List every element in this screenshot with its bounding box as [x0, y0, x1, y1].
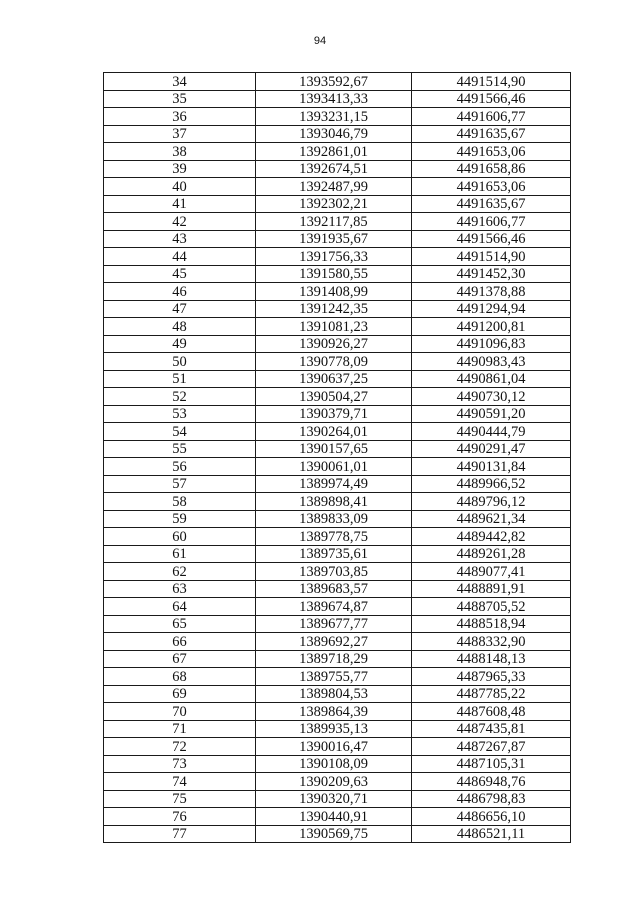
table-row [104, 738, 571, 756]
point-number-cell: 67 [104, 650, 256, 668]
point-number-cell: 49 [104, 335, 256, 353]
point-number-cell: 77 [104, 825, 256, 843]
x-coordinate-cell: 1390379,71 [256, 405, 412, 423]
y-coordinate-cell: 4491514,90 [412, 248, 571, 266]
x-coordinate-cell: 1389718,29 [256, 650, 412, 668]
point-number-cell: 53 [104, 405, 256, 423]
y-coordinate-cell: 4490131,84 [412, 458, 571, 476]
y-coordinate-cell: 4488332,90 [412, 633, 571, 651]
table-row [104, 353, 571, 371]
table-row [104, 370, 571, 388]
y-coordinate-cell: 4487965,33 [412, 668, 571, 686]
x-coordinate-cell: 1393046,79 [256, 125, 412, 143]
y-coordinate-cell: 4491653,06 [412, 178, 571, 196]
y-coordinate-cell: 4490444,79 [412, 423, 571, 441]
y-coordinate-cell: 4490591,20 [412, 405, 571, 423]
y-coordinate-cell: 4490983,43 [412, 353, 571, 371]
point-number-cell: 59 [104, 510, 256, 528]
x-coordinate-cell: 1390320,71 [256, 790, 412, 808]
table-row [104, 755, 571, 773]
y-coordinate-cell: 4487435,81 [412, 720, 571, 738]
table-row [104, 563, 571, 581]
y-coordinate-cell: 4488518,94 [412, 615, 571, 633]
table-row [104, 73, 571, 91]
table-row [104, 213, 571, 231]
x-coordinate-cell: 1391580,55 [256, 265, 412, 283]
x-coordinate-cell: 1390778,09 [256, 353, 412, 371]
table-row [104, 825, 571, 843]
x-coordinate-cell: 1391756,33 [256, 248, 412, 266]
y-coordinate-cell: 4491200,81 [412, 318, 571, 336]
point-number-cell: 69 [104, 685, 256, 703]
point-number-cell: 73 [104, 755, 256, 773]
x-coordinate-cell: 1389703,85 [256, 563, 412, 581]
table-row [104, 510, 571, 528]
point-number-cell: 66 [104, 633, 256, 651]
table-row [104, 178, 571, 196]
y-coordinate-cell: 4489442,82 [412, 528, 571, 546]
table-row [104, 108, 571, 126]
x-coordinate-cell: 1389974,49 [256, 475, 412, 493]
x-coordinate-cell: 1390264,01 [256, 423, 412, 441]
y-coordinate-cell: 4491566,46 [412, 90, 571, 108]
point-number-cell: 51 [104, 370, 256, 388]
point-number-cell: 70 [104, 703, 256, 721]
point-number-cell: 47 [104, 300, 256, 318]
table-row [104, 160, 571, 178]
y-coordinate-cell: 4489966,52 [412, 475, 571, 493]
point-number-cell: 71 [104, 720, 256, 738]
point-number-cell: 68 [104, 668, 256, 686]
y-coordinate-cell: 4490730,12 [412, 388, 571, 406]
point-number-cell: 65 [104, 615, 256, 633]
table-row [104, 633, 571, 651]
x-coordinate-cell: 1389683,57 [256, 580, 412, 598]
x-coordinate-cell: 1390504,27 [256, 388, 412, 406]
y-coordinate-cell: 4486948,76 [412, 773, 571, 791]
y-coordinate-cell: 4487608,48 [412, 703, 571, 721]
table-row [104, 265, 571, 283]
coordinates-table [103, 72, 571, 843]
y-coordinate-cell: 4488891,91 [412, 580, 571, 598]
table-row [104, 248, 571, 266]
x-coordinate-cell: 1389778,75 [256, 528, 412, 546]
point-number-cell: 61 [104, 545, 256, 563]
x-coordinate-cell: 1389898,41 [256, 493, 412, 511]
y-coordinate-cell: 4491635,67 [412, 125, 571, 143]
point-number-cell: 76 [104, 808, 256, 826]
table-row [104, 790, 571, 808]
table-row [104, 300, 571, 318]
coordinates-table-body [104, 73, 571, 843]
x-coordinate-cell: 1390637,25 [256, 370, 412, 388]
table-row [104, 195, 571, 213]
point-number-cell: 35 [104, 90, 256, 108]
table-row [104, 458, 571, 476]
table-row [104, 230, 571, 248]
table-row [104, 388, 571, 406]
table-row [104, 808, 571, 826]
x-coordinate-cell: 1390209,63 [256, 773, 412, 791]
x-coordinate-cell: 1389677,77 [256, 615, 412, 633]
x-coordinate-cell: 1390926,27 [256, 335, 412, 353]
point-number-cell: 52 [104, 388, 256, 406]
x-coordinate-cell: 1389735,61 [256, 545, 412, 563]
y-coordinate-cell: 4486798,83 [412, 790, 571, 808]
point-number-cell: 36 [104, 108, 256, 126]
table-row [104, 475, 571, 493]
y-coordinate-cell: 4491566,46 [412, 230, 571, 248]
y-coordinate-cell: 4489796,12 [412, 493, 571, 511]
point-number-cell: 48 [104, 318, 256, 336]
table-row [104, 703, 571, 721]
point-number-cell: 50 [104, 353, 256, 371]
table-row [104, 283, 571, 301]
y-coordinate-cell: 4491606,77 [412, 213, 571, 231]
y-coordinate-cell: 4491294,94 [412, 300, 571, 318]
point-number-cell: 39 [104, 160, 256, 178]
table-row [104, 598, 571, 616]
x-coordinate-cell: 1390569,75 [256, 825, 412, 843]
x-coordinate-cell: 1391408,99 [256, 283, 412, 301]
y-coordinate-cell: 4486656,10 [412, 808, 571, 826]
point-number-cell: 44 [104, 248, 256, 266]
y-coordinate-cell: 4491378,88 [412, 283, 571, 301]
table-row [104, 615, 571, 633]
table-row [104, 318, 571, 336]
y-coordinate-cell: 4487105,31 [412, 755, 571, 773]
point-number-cell: 40 [104, 178, 256, 196]
point-number-cell: 42 [104, 213, 256, 231]
y-coordinate-cell: 4489621,34 [412, 510, 571, 528]
table-row [104, 423, 571, 441]
x-coordinate-cell: 1392117,85 [256, 213, 412, 231]
y-coordinate-cell: 4491635,67 [412, 195, 571, 213]
x-coordinate-cell: 1389833,09 [256, 510, 412, 528]
table-row [104, 545, 571, 563]
x-coordinate-cell: 1390061,01 [256, 458, 412, 476]
y-coordinate-cell: 4491096,83 [412, 335, 571, 353]
point-number-cell: 54 [104, 423, 256, 441]
x-coordinate-cell: 1392487,99 [256, 178, 412, 196]
x-coordinate-cell: 1389674,87 [256, 598, 412, 616]
y-coordinate-cell: 4486521,11 [412, 825, 571, 843]
x-coordinate-cell: 1393231,15 [256, 108, 412, 126]
table-row [104, 405, 571, 423]
point-number-cell: 57 [104, 475, 256, 493]
table-row [104, 773, 571, 791]
table-row [104, 335, 571, 353]
y-coordinate-cell: 4489077,41 [412, 563, 571, 581]
point-number-cell: 56 [104, 458, 256, 476]
x-coordinate-cell: 1391081,23 [256, 318, 412, 336]
x-coordinate-cell: 1389755,77 [256, 668, 412, 686]
table-row [104, 720, 571, 738]
point-number-cell: 62 [104, 563, 256, 581]
table-row [104, 650, 571, 668]
table-row [104, 493, 571, 511]
y-coordinate-cell: 4491514,90 [412, 73, 571, 91]
x-coordinate-cell: 1393413,33 [256, 90, 412, 108]
y-coordinate-cell: 4489261,28 [412, 545, 571, 563]
y-coordinate-cell: 4488148,13 [412, 650, 571, 668]
table-row [104, 528, 571, 546]
point-number-cell: 60 [104, 528, 256, 546]
point-number-cell: 34 [104, 73, 256, 91]
x-coordinate-cell: 1392302,21 [256, 195, 412, 213]
y-coordinate-cell: 4490291,47 [412, 440, 571, 458]
y-coordinate-cell: 4487267,87 [412, 738, 571, 756]
x-coordinate-cell: 1390108,09 [256, 755, 412, 773]
page-number: 94 [313, 35, 327, 47]
point-number-cell: 43 [104, 230, 256, 248]
x-coordinate-cell: 1389692,27 [256, 633, 412, 651]
point-number-cell: 74 [104, 773, 256, 791]
point-number-cell: 58 [104, 493, 256, 511]
table-row [104, 580, 571, 598]
point-number-cell: 45 [104, 265, 256, 283]
x-coordinate-cell: 1391935,67 [256, 230, 412, 248]
x-coordinate-cell: 1392861,01 [256, 143, 412, 161]
x-coordinate-cell: 1389804,53 [256, 685, 412, 703]
y-coordinate-cell: 4487785,22 [412, 685, 571, 703]
y-coordinate-cell: 4488705,52 [412, 598, 571, 616]
point-number-cell: 46 [104, 283, 256, 301]
table-row [104, 143, 571, 161]
table-row [104, 440, 571, 458]
point-number-cell: 55 [104, 440, 256, 458]
x-coordinate-cell: 1390157,65 [256, 440, 412, 458]
point-number-cell: 64 [104, 598, 256, 616]
y-coordinate-cell: 4490861,04 [412, 370, 571, 388]
x-coordinate-cell: 1389864,39 [256, 703, 412, 721]
x-coordinate-cell: 1390440,91 [256, 808, 412, 826]
x-coordinate-cell: 1389935,13 [256, 720, 412, 738]
point-number-cell: 72 [104, 738, 256, 756]
y-coordinate-cell: 4491606,77 [412, 108, 571, 126]
point-number-cell: 41 [104, 195, 256, 213]
x-coordinate-cell: 1391242,35 [256, 300, 412, 318]
y-coordinate-cell: 4491653,06 [412, 143, 571, 161]
x-coordinate-cell: 1390016,47 [256, 738, 412, 756]
table-row [104, 90, 571, 108]
point-number-cell: 75 [104, 790, 256, 808]
point-number-cell: 38 [104, 143, 256, 161]
point-number-cell: 37 [104, 125, 256, 143]
table-row [104, 125, 571, 143]
y-coordinate-cell: 4491658,86 [412, 160, 571, 178]
x-coordinate-cell: 1393592,67 [256, 73, 412, 91]
x-coordinate-cell: 1392674,51 [256, 160, 412, 178]
point-number-cell: 63 [104, 580, 256, 598]
y-coordinate-cell: 4491452,30 [412, 265, 571, 283]
table-row [104, 685, 571, 703]
table-row [104, 668, 571, 686]
